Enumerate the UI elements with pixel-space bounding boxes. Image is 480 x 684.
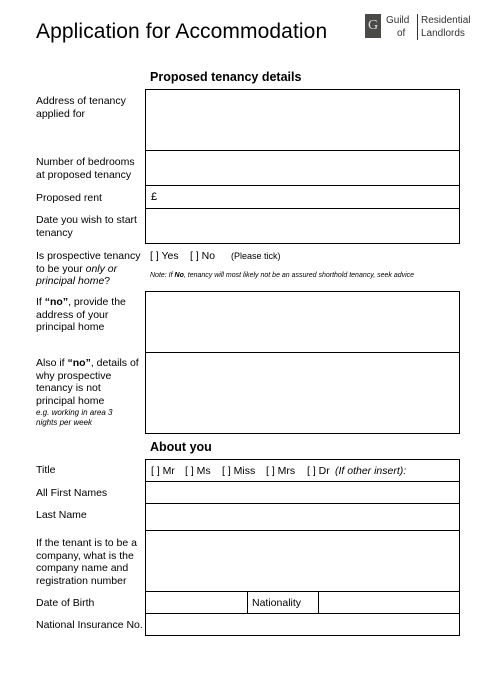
logo-divider — [417, 14, 418, 40]
also-prefix: Also if — [36, 357, 68, 369]
nationality-field[interactable] — [318, 591, 460, 614]
logo-word-of: of — [397, 28, 406, 39]
last-name-label: Last Name — [36, 509, 87, 521]
note-no: No — [174, 272, 184, 279]
title-option-mr[interactable]: [ ] Mr — [151, 465, 175, 477]
first-names-label: All First Names — [36, 487, 108, 499]
section-heading-about: About you — [150, 440, 212, 454]
start-date-field[interactable] — [145, 208, 460, 244]
also-bold: “no” — [67, 357, 91, 369]
company-field[interactable] — [145, 530, 460, 592]
rent-field[interactable] — [145, 185, 460, 209]
note-rest: , tenancy will most likely not be an assured shorthold tenancy, seek advice — [183, 272, 415, 279]
company-label: If the tenant is to be a company, what is the company name and registration number — [36, 537, 137, 587]
nationality-label-cell — [247, 591, 319, 614]
address-label: Address of tenancy applied for — [36, 95, 126, 120]
nationality-label: Nationality — [252, 597, 302, 609]
last-name-field[interactable] — [145, 503, 460, 531]
guild-logo-mark: G — [365, 14, 381, 38]
logo-word-guild: Guild — [386, 15, 410, 26]
yes-checkbox[interactable]: [ ] Yes — [150, 250, 179, 262]
principal-address-field[interactable] — [145, 291, 460, 353]
first-names-field[interactable] — [145, 481, 460, 504]
title-option-dr[interactable]: [ ] Dr — [307, 465, 330, 477]
please-tick-hint: (Please tick) — [231, 251, 281, 261]
principal-home-question — [36, 250, 144, 288]
dob-field[interactable] — [145, 591, 248, 614]
title-option-mrs[interactable]: [ ] Mrs — [266, 465, 296, 477]
title-field[interactable] — [145, 459, 460, 482]
principal-address-label — [36, 296, 136, 334]
reason-example: e.g. working in area 3 nights per week — [36, 408, 113, 427]
if-no-rest: , provide the address of your principal home — [36, 296, 126, 333]
if-no-bold: “no” — [44, 296, 69, 308]
address-field[interactable] — [145, 89, 460, 151]
section-heading-tenancy: Proposed tenancy details — [150, 70, 302, 84]
title-option-ms[interactable]: [ ] Ms — [185, 465, 211, 477]
title-other-hint: (If other insert): — [335, 465, 407, 477]
principal-q-text: Is prospective tenancy to be your — [36, 250, 141, 275]
title-label: Title — [36, 464, 56, 476]
reason-label — [36, 357, 139, 428]
logo-word-residential: Residential — [421, 15, 471, 26]
tenancy-note — [150, 272, 414, 279]
rent-label: Proposed rent — [36, 192, 102, 204]
start-date-label: Date you wish to start tenancy — [36, 214, 137, 239]
title-option-miss[interactable]: [ ] Miss — [222, 465, 256, 477]
page-title: Application for Accommodation — [36, 20, 328, 43]
bedrooms-field[interactable] — [145, 150, 460, 186]
no-checkbox[interactable]: [ ] No — [190, 250, 216, 262]
if-no-prefix: If — [36, 296, 45, 308]
reason-field[interactable] — [145, 352, 460, 434]
note-prefix: Note: If — [150, 272, 175, 279]
ni-label: National Insurance No. — [36, 619, 143, 631]
also-rest: , details of why prospective tenancy is not principal home — [36, 357, 139, 407]
ni-field[interactable] — [145, 613, 460, 636]
principal-q-italic: only or principal home — [36, 262, 118, 287]
pound-sign: £ — [151, 191, 158, 203]
logo-word-landlords: Landlords — [421, 28, 465, 39]
principal-q-mark: ? — [104, 275, 111, 287]
guild-logo — [365, 14, 470, 40]
dob-label: Date of Birth — [36, 597, 95, 609]
bedrooms-label: Number of bedrooms at proposed tenancy — [36, 156, 135, 181]
